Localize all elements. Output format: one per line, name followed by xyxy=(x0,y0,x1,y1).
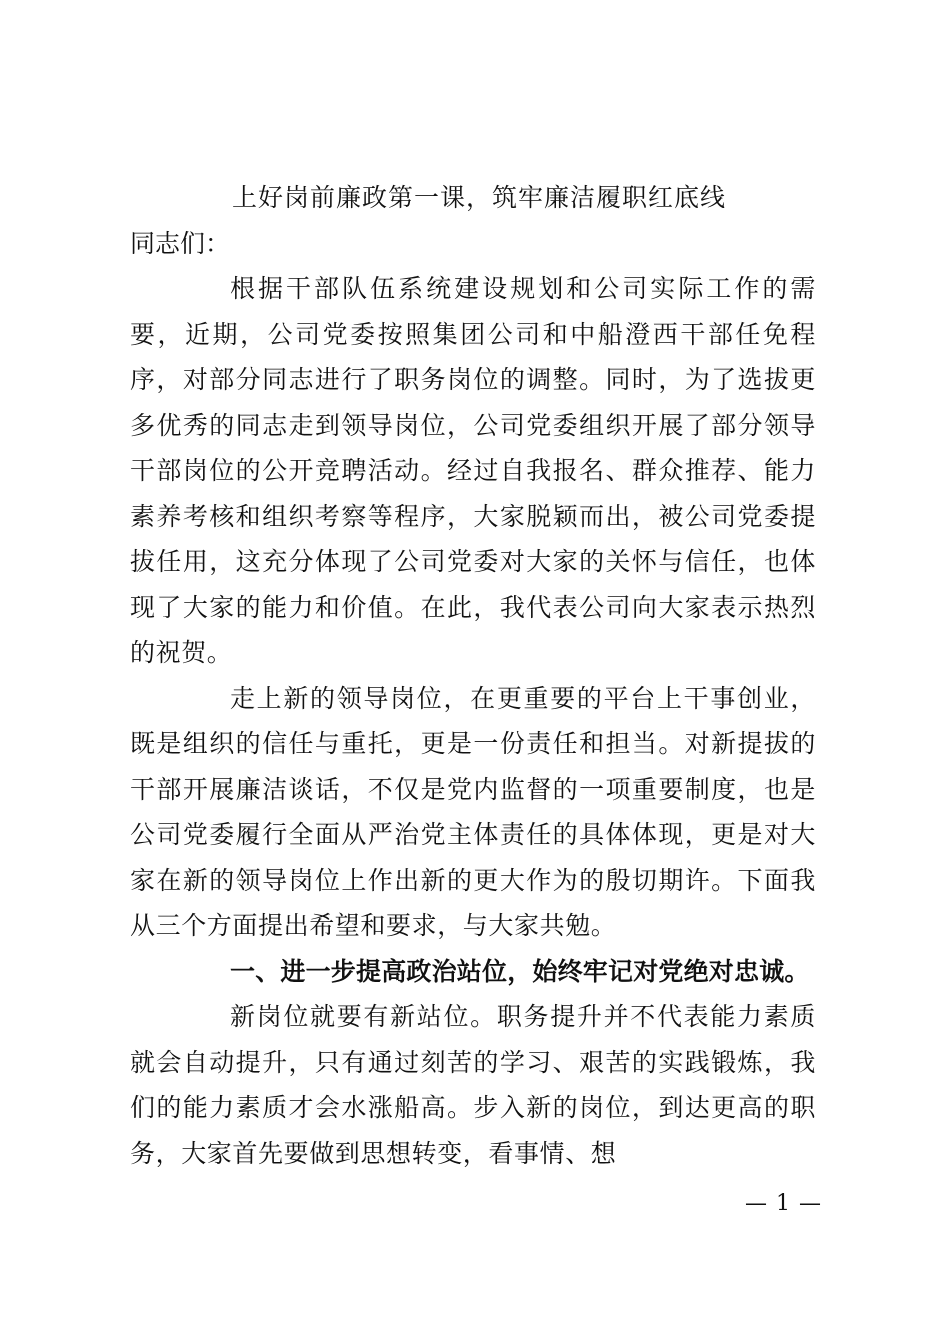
document-body xyxy=(130,266,816,1176)
page-number: — 1 — xyxy=(745,1191,822,1216)
salutation: 同志们： xyxy=(130,229,231,258)
document-title: 上好岗前廉政第一课，筑牢廉洁履职红底线 xyxy=(232,183,727,212)
paragraph-section-one: 新岗位就要有新站位。职务提升并不代表能力素质就会自动提升，只有通过刻苦的学习、艰苦的实践锻炼，我们的能力素质才会水涨船高。步入新的岗位，到达更高的职务，大家首先要做到思想转变，看事情、想 xyxy=(130,1002,816,1168)
section-heading: 一、进一步提高政治站位，始终牢记对党绝对忠诚。 xyxy=(230,956,810,986)
paragraph-intro: 根据干部队伍系统建设规划和公司实际工作的需要，近期，公司党委按照集团公司和中船澄西干部任免程序，对部分同志进行了职务岗位的调整。同时，为了选拔更多优秀的同志走到领导岗位，公司党委组织开展了部分领导干部岗位的公开竞聘活动。经过自我报名、群众推荐、能力素养考核和组织考察等程序，大家脱颖而出，被公司党委提拔任用，这充分体现了公司党委对大家的关怀与信任，也体现了大家的能力和价值。在此，我代表公司向大家表示热烈的祝贺。 xyxy=(130,274,816,667)
paragraph-purpose: 走上新的领导岗位，在更重要的平台上干事创业，既是组织的信任与重托，更是一份责任和担当。对新提拔的干部开展廉洁谈话，不仅是党内监督的一项重要制度，也是公司党委履行全面从严治党主体责任的具体体现，更是对大家在新的领导岗位上作出新的更大作为的殷切期许。下面我从三个方面提出希望和要求，与大家共勉。 xyxy=(130,683,816,940)
